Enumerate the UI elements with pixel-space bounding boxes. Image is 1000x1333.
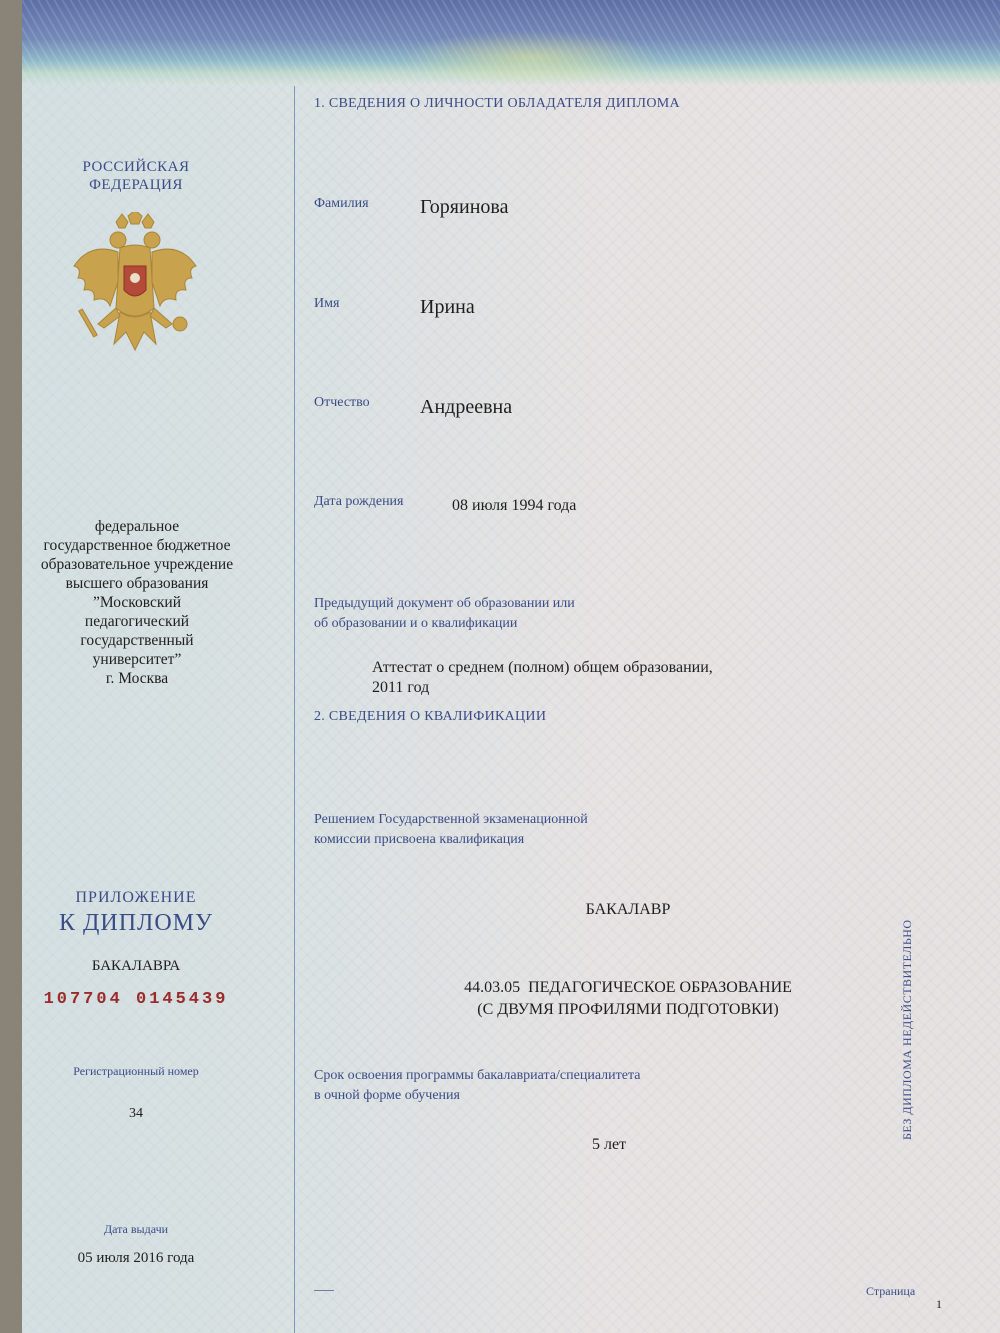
surname-value: Горяинова bbox=[420, 196, 509, 218]
registration-label: Регистрационный номер bbox=[73, 1064, 199, 1078]
program-line: (С ДВУМЯ ПРОФИЛЯМИ ПОДГОТОВКИ) bbox=[477, 1001, 779, 1018]
institution-name bbox=[12, 517, 262, 688]
section-1-title: 1. СВЕДЕНИЯ О ЛИЧНОСТИ ОБЛАДАТЕЛЯ ДИПЛОМА bbox=[314, 96, 680, 111]
institution-line: педагогический bbox=[84, 613, 190, 630]
name-value: Ирина bbox=[420, 296, 475, 318]
country-line-1: РОССИЙСКАЯ bbox=[82, 159, 190, 175]
institution-line: высшего образования bbox=[65, 575, 209, 592]
study-term-label bbox=[314, 1066, 640, 1106]
previous-document-label bbox=[314, 594, 575, 634]
degree-level: БАКАЛАВРА bbox=[91, 958, 181, 974]
patronymic-value: Андреевна bbox=[420, 396, 513, 418]
institution-line: ”Московский bbox=[92, 594, 181, 611]
double-headed-eagle-icon bbox=[68, 212, 202, 362]
qualification-value: БАКАЛАВР bbox=[585, 901, 671, 918]
appendix-subtitle: К ДИПЛОМУ bbox=[59, 910, 213, 936]
serial-number: 107704 0145439 bbox=[43, 990, 229, 1009]
previous-document-line: 2011 год bbox=[372, 679, 430, 696]
institution-line: образовательное учреждение bbox=[40, 556, 234, 573]
country-name bbox=[0, 158, 272, 194]
institution-line: г. Москва bbox=[105, 670, 169, 687]
institution-line: государственный bbox=[80, 632, 194, 649]
institution-line: университет” bbox=[92, 651, 182, 668]
patronymic-label: Отчество bbox=[314, 395, 370, 410]
country-line-2: ФЕДЕРАЦИЯ bbox=[89, 177, 183, 193]
commission-decision-label bbox=[314, 810, 588, 850]
institution-line: федеральное bbox=[94, 518, 180, 535]
birth-date-label: Дата рождения bbox=[314, 494, 404, 509]
previous-document-value bbox=[372, 658, 713, 698]
name-label: Имя bbox=[314, 296, 340, 311]
issue-date-label: Дата выдачи bbox=[103, 1222, 169, 1236]
page-number: 1 bbox=[936, 1297, 942, 1311]
registration-number: 34 bbox=[129, 1106, 143, 1121]
validity-note: БЕЗ ДИПЛОМА НЕДЕЙСТВИТЕЛЬНО bbox=[900, 919, 914, 1140]
page-label: Страница bbox=[866, 1284, 916, 1298]
study-term-label-line: в очной форме обучения bbox=[314, 1088, 460, 1103]
study-term-value: 5 лет bbox=[592, 1136, 627, 1153]
commission-decision-line: Решением Государственной экзаменационной bbox=[314, 812, 588, 827]
column-divider bbox=[294, 86, 295, 1333]
program-line: 44.03.05 ПЕДАГОГИЧЕСКОЕ ОБРАЗОВАНИЕ bbox=[464, 979, 792, 996]
commission-decision-line: комиссии присвоена квалификация bbox=[314, 832, 525, 847]
surname-label: Фамилия bbox=[314, 196, 369, 211]
study-term-label-line: Срок освоения программы бакалавриата/специалитета bbox=[314, 1068, 641, 1083]
institution-line: государственное бюджетное bbox=[43, 537, 231, 554]
previous-document-label-line: об образовании и о квалификации bbox=[314, 616, 518, 631]
footer-dash bbox=[314, 1290, 334, 1291]
birth-date-value: 08 июля 1994 года bbox=[452, 497, 577, 514]
program-value bbox=[278, 977, 978, 1021]
appendix-title: ПРИЛОЖЕНИЕ bbox=[75, 889, 197, 906]
previous-document-line: Аттестат о среднем (полном) общем образовании, bbox=[372, 659, 713, 676]
previous-document-label-line: Предыдущий документ об образовании или bbox=[314, 596, 575, 611]
band-glow bbox=[402, 30, 662, 86]
section-2-title: 2. СВЕДЕНИЯ О КВАЛИФИКАЦИИ bbox=[314, 709, 547, 724]
issue-date: 05 июля 2016 года bbox=[77, 1250, 195, 1266]
